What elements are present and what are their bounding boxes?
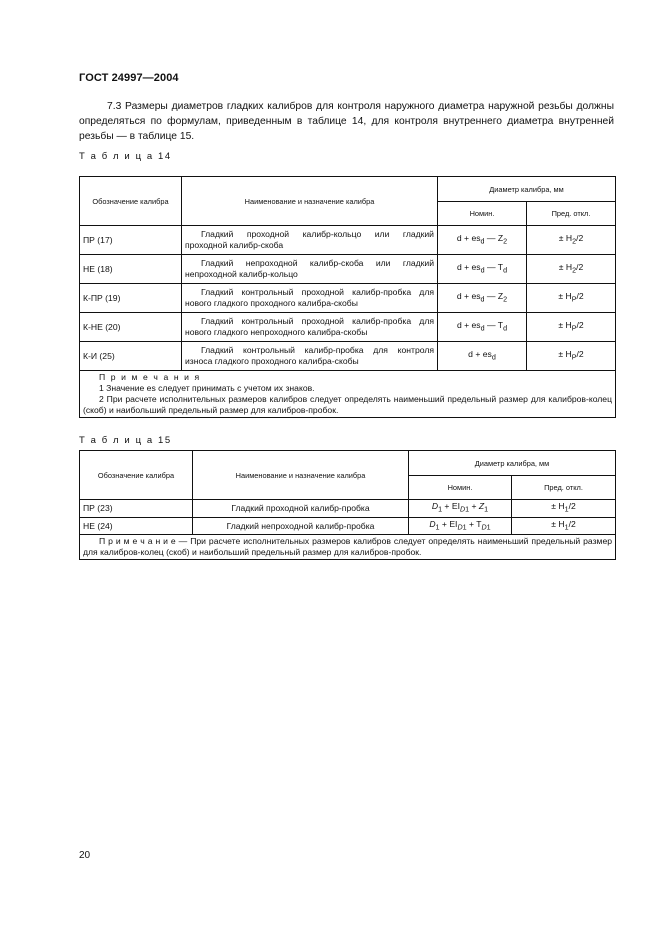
- row-designation: К-ПР (19): [80, 284, 182, 313]
- row-tolerance: ± $H_1/2$: [512, 517, 616, 535]
- table-row: [80, 226, 616, 255]
- header-name: Наименование и назначение калибра: [182, 177, 438, 226]
- row-name: Гладкий непроходной калибр-пробка: [193, 517, 409, 535]
- row-tolerance: ± $H_P/2$: [527, 342, 616, 371]
- row-nominal: $d + es_d$ — $T_d$: [438, 255, 527, 284]
- notes-title: П р и м е ч а н и я: [99, 372, 201, 382]
- page-number: 20: [79, 850, 91, 861]
- header-designation: Обозначение калибра: [80, 177, 182, 226]
- row-nominal: $d + es_d$ — $T_d$: [438, 313, 527, 342]
- table-14-notes: [80, 371, 616, 418]
- table-row: [80, 313, 616, 342]
- header-designation: Обозначение калибра: [80, 451, 193, 500]
- table-15: [79, 450, 616, 560]
- table-15-note: [80, 535, 616, 560]
- row-designation: К-НЕ (20): [80, 313, 182, 342]
- row-name: Гладкий проходной калибр-кольцо или гладкий проходной калибр-скоба: [182, 226, 438, 255]
- table-14: [79, 176, 616, 418]
- table-15-caption: Т а б л и ц а 15: [79, 435, 172, 446]
- row-designation: К-И (25): [80, 342, 182, 371]
- row-nominal: $d + es_d$ — $Z_2$: [438, 284, 527, 313]
- header-nominal: Номин.: [438, 202, 527, 226]
- row-tolerance: ± $H_P/2$: [527, 313, 616, 342]
- table-row: [80, 517, 616, 535]
- document-code: ГОСТ 24997—2004: [79, 72, 179, 84]
- row-designation: ПР (23): [80, 500, 193, 518]
- row-designation: НЕ (24): [80, 517, 193, 535]
- intro-paragraph: 7.3 Размеры диаметров гладких калибров для контроля наружного диаметра наружной резьбы должны определяться по формулам, приведенным в таблице 14, для контроля внутреннего диаметра внутренней резьбы — в таблице 15.: [79, 101, 614, 142]
- table-row: [80, 342, 616, 371]
- header-tolerance: Пред. откл.: [512, 476, 616, 500]
- row-tolerance: ± $H_1/2$: [512, 500, 616, 518]
- header-nominal: Номин.: [409, 476, 512, 500]
- note-2: 2 При расчете исполнительных размеров калибров следует определять наименьший предельный размер для калибров-колец (скоб) и наибольший предельный размер для калибров-пробок.: [83, 394, 613, 415]
- row-tolerance: ± $H_P/2$: [527, 284, 616, 313]
- header-diameter: Диаметр калибра, мм: [409, 451, 616, 476]
- row-name: Гладкий контрольный калибр-пробка для контроля износа гладкого проходного калибра-скобы: [182, 342, 438, 371]
- table-row: [80, 284, 616, 313]
- note-1: 1 Значение es следует принимать с учетом их знаков.: [99, 383, 315, 393]
- row-name: Гладкий проходной калибр-пробка: [193, 500, 409, 518]
- table-row: [80, 255, 616, 284]
- row-designation: ПР (17): [80, 226, 182, 255]
- table-14-caption: Т а б л и ц а 14: [79, 151, 172, 162]
- row-nominal: $d + es_d$: [438, 342, 527, 371]
- row-nominal: $D_1 + EI_{D1} + Z_1$: [409, 500, 512, 518]
- row-name: Гладкий контрольный проходной калибр-пробка для нового гладкого проходного калибра-скобы: [182, 284, 438, 313]
- table-row: [80, 500, 616, 518]
- row-name: Гладкий контрольный проходной калибр-пробка для нового гладкого непроходного калибра-скобы: [182, 313, 438, 342]
- header-name: Наименование и назначение калибра: [193, 451, 409, 500]
- row-tolerance: ± $H_2/2$: [527, 226, 616, 255]
- row-nominal: $d + es_d$ — $Z_2$: [438, 226, 527, 255]
- header-diameter: Диаметр калибра, мм: [438, 177, 616, 202]
- row-designation: НЕ (18): [80, 255, 182, 284]
- note-text: П р и м е ч а н и е — При расчете исполнительных размеров калибров следует определять наименьший предельный размер для калибров-колец (скоб) и наибольший предельный размер для калибров-пробок.: [83, 536, 613, 558]
- header-tolerance: Пред. откл.: [527, 202, 616, 226]
- row-nominal: $D_1 + EI_{D1} + T_{D1}$: [409, 517, 512, 535]
- row-name: Гладкий непроходной калибр-скоба или гладкий непроходной калибр-кольцо: [182, 255, 438, 284]
- row-tolerance: ± $H_2/2$: [527, 255, 616, 284]
